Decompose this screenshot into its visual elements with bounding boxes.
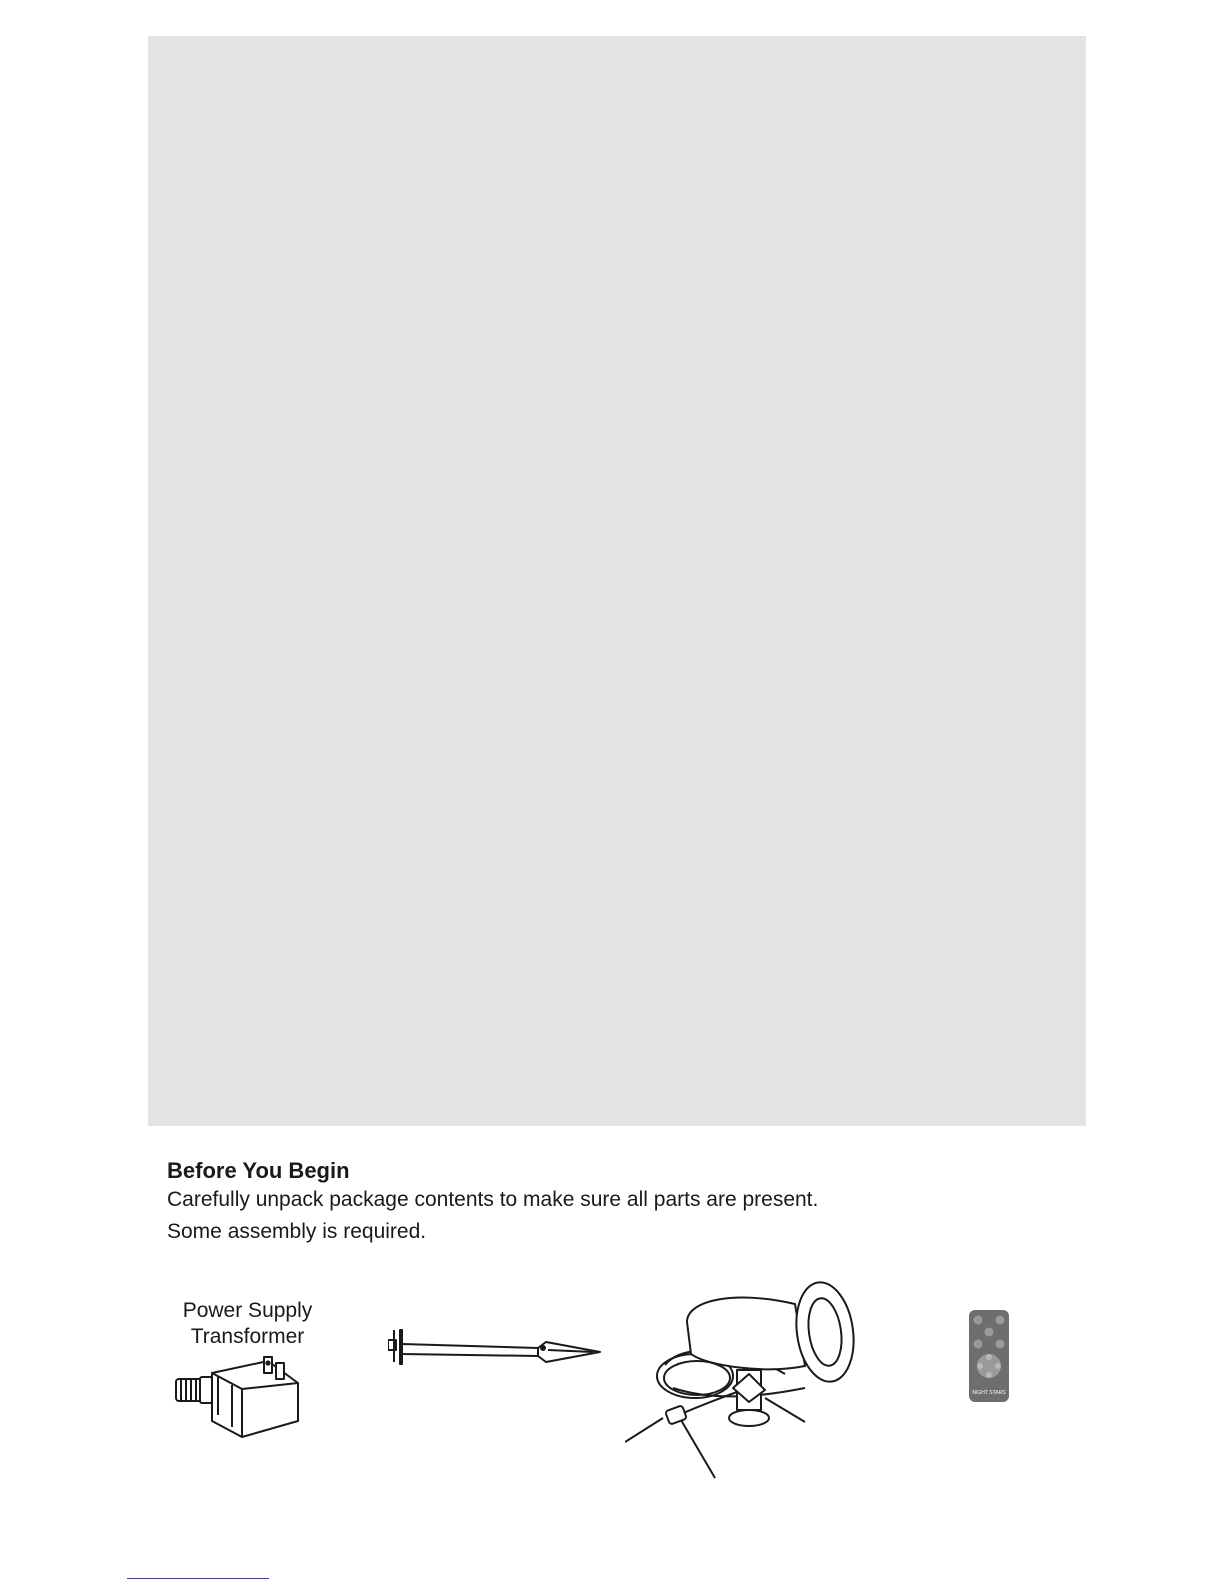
image-placeholder-panel: [148, 36, 1086, 1126]
instruction-line-2: Some assembly is required.: [167, 1220, 427, 1243]
footer-divider: [127, 1578, 269, 1579]
power-supply-transformer-illustration: [172, 1355, 307, 1445]
before-you-begin-section: [167, 1158, 1067, 1248]
instruction-line-1: Carefully unpack package contents to make sure all parts are present.: [167, 1188, 819, 1211]
light-projector-illustration: [625, 1270, 855, 1485]
remote-brand-label: NIGHT STARS: [972, 1390, 1006, 1396]
section-heading: Before You Begin: [167, 1158, 350, 1183]
remote-control-illustration: [969, 1310, 1009, 1402]
ground-stake-illustration: [388, 1326, 608, 1372]
power-supply-label-line1: Power Supply: [182, 1299, 313, 1322]
remote-buttons-icon: [969, 1310, 1009, 1402]
power-supply-label: [150, 1298, 345, 1350]
power-supply-label-line2: Transformer: [190, 1325, 305, 1348]
